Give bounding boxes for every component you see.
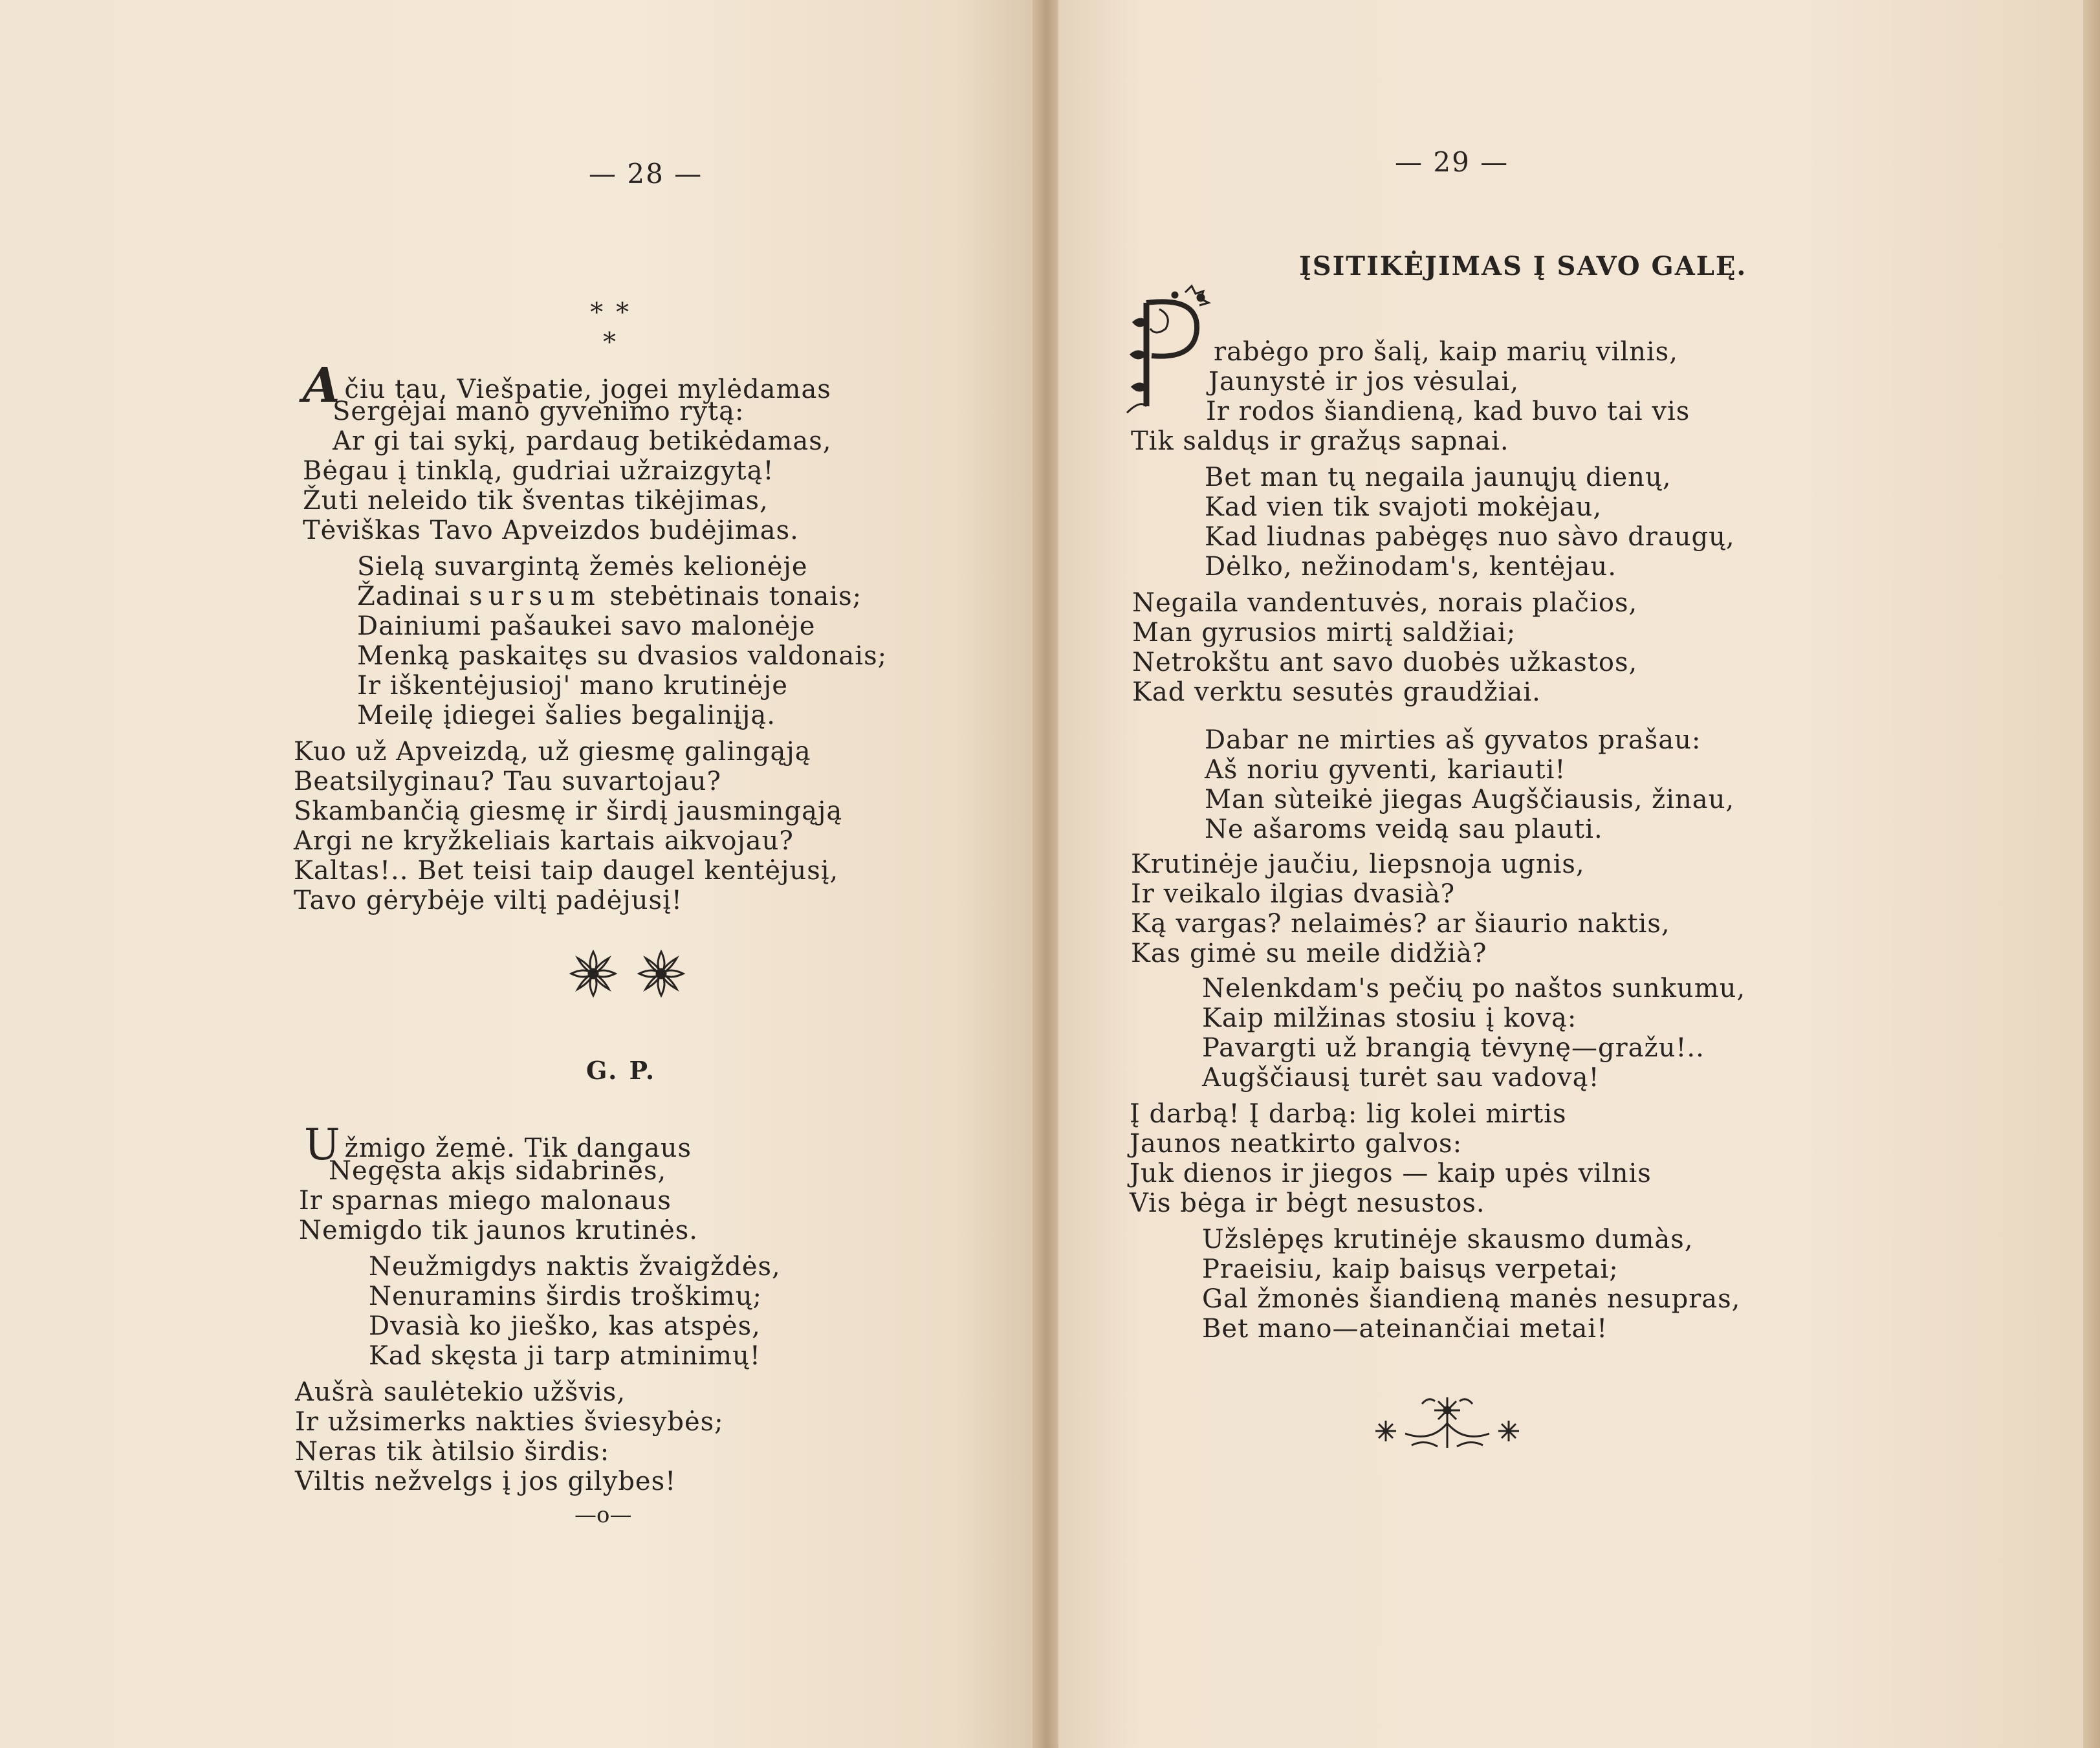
poem3-line-30: Praeisiu, kaip baisųs verpetai; — [1202, 1254, 1619, 1284]
poem2-line-8: Kad skęsta ji tarp atminimų! — [369, 1341, 761, 1371]
poem-title: ĮSITIKĖJIMAS Į SAVO GALĘ. — [1299, 251, 1747, 281]
poem1-line-10: Menką paskaitęs su dvasios valdonais; — [357, 641, 888, 671]
poem2-line-12: Viltis nežvelgs į jos gilybes! — [295, 1467, 677, 1496]
flower-ornament-icon — [564, 945, 694, 1003]
poem3-line-19: Ką vargas? nelaimės? ar šiaurio naktis, — [1131, 909, 1670, 939]
end-mark: —o— — [574, 1502, 632, 1528]
dropcap-u: U — [304, 1120, 341, 1170]
poem3-line-22: Kaip milžinas stosiu į kovą: — [1202, 1003, 1577, 1033]
poem3-line-16: Ne ašaroms veidą sau plauti. — [1205, 814, 1603, 844]
poem3-line-8: Dėlko, nežinodam's, kentėjau. — [1205, 552, 1617, 582]
poem2-line-3: Ir sparnas miego malonaus — [299, 1186, 672, 1216]
poem1-line-1: Ačiu tau, Viešpatie, jogei mylėdamas — [303, 358, 831, 413]
poem3-line-28: Vis bėga ir bėgt nesustos. — [1130, 1188, 1485, 1218]
poem2-line-5: Neužmigdys naktis žvaigždės, — [369, 1252, 781, 1282]
poem3-line-9: Negaila vandentuvės, norais plačios, — [1132, 588, 1638, 618]
poem3-line-3: Ir rodos šiandieną, kad buvo tai vis — [1206, 397, 1690, 426]
poem3-line-29: Užslėpęs krutinėje skausmo dumàs, — [1202, 1225, 1694, 1254]
poem2-line-1: Užmigo žemė. Tik dangaus — [304, 1120, 692, 1170]
poem2-line-2: Negęsta akįs sidabrinės, — [329, 1156, 667, 1186]
poem3-line-21: Nelenkdam's pečių po naštos sunkumu, — [1202, 974, 1746, 1003]
poem1-line-14: Beatsilyginau? Tau suvartojau? — [294, 767, 721, 796]
poem3-line-5: Bet man tų negaila jaunųjų dienų, — [1205, 463, 1672, 492]
left-page — [0, 0, 1042, 1748]
poem3-line-4: Tik saldųs ir gražųs sapnai. — [1131, 426, 1509, 456]
poem3-line-20: Kas gimė su meile didžià? — [1131, 939, 1487, 968]
asterism: ∗ ∗ ∗ — [587, 292, 631, 352]
poem1-line-18: Tavo gėrybėje viltį padėjusį! — [294, 886, 683, 915]
poem3-line-24: Augščiausį turėt sau vadovą! — [1202, 1063, 1600, 1093]
poem2-line-6: Nenuramins širdis troškimų; — [369, 1282, 762, 1311]
signature-gp: G. P. — [586, 1056, 657, 1085]
poem3-line-31: Gal žmonės šiandieną manės nesupras, — [1202, 1284, 1741, 1314]
dropcap-a: A — [303, 358, 341, 413]
poem1-line-5: Žuti neleido tik šventas tikėjimas, — [303, 486, 769, 516]
poem3-line-32: Bet mano—ateinančiai metai! — [1202, 1314, 1608, 1344]
poem3-line-6: Kad vien tik svajoti mokėjau, — [1205, 492, 1602, 522]
poem3-line-27: Juk dienos ir jiegos — kaip upės vilnis — [1130, 1159, 1652, 1188]
poem3-line-18: Ir veikalo ilgias dvasià? — [1131, 879, 1456, 909]
poem1-line-16: Argi ne kryžkeliais kartais aikvojau? — [294, 826, 794, 856]
poem3-line-1: rabėgo pro šalį, kaip marių vilnis, — [1214, 337, 1678, 367]
right-page — [1058, 0, 2100, 1748]
poem3-line-10: Man gyrusios mirtį saldžiai; — [1132, 618, 1516, 648]
poem3-line-25: Į darbą! Į darbą: lig kolei mirtis — [1130, 1099, 1567, 1129]
poem3-line-26: Jaunos neatkirto galvos: — [1130, 1129, 1463, 1159]
page-number-left: — 28 — — [589, 158, 703, 190]
book-gutter — [1033, 0, 1061, 1748]
poem2-line-7: Dvasià ko jieško, kas atspės, — [369, 1311, 761, 1341]
poem1-line-4: Bėgau į tinklą, gudriai užraizgytą! — [303, 456, 774, 486]
poem1-line-3: Ar gi tai sykį, pardaug betikėdamas, — [333, 426, 832, 456]
poem2-line-4: Nemigdo tik jaunos krutinės. — [299, 1216, 698, 1245]
poem3-line-17: Krutinėje jaučiu, liepsnoja ugnis, — [1131, 849, 1585, 879]
poem1-line-15: Skambančią giesmę ir širdį jausmingąją — [294, 796, 843, 826]
poem2-line-11: Neras tik àtilsio širdis: — [295, 1437, 610, 1467]
poem1-line-2: Sergėjai mano gyvenimo rytą: — [333, 397, 745, 426]
poem3-line-11: Netrokštu ant savo duobės užkastos, — [1132, 648, 1638, 677]
poem3-line-15: Man sùteikė jiegas Augščiausis, žinau, — [1205, 785, 1735, 814]
poem1-line-13: Kuo už Apveizdą, už giesmę galingąją — [294, 737, 811, 767]
poem3-line-23: Pavargti už brangią tėvynę—gražu!.. — [1202, 1033, 1705, 1063]
poem1-line-17: Kaltas!.. Bet teisi taip daugel kentėjusį, — [294, 856, 839, 886]
floral-tailpiece-icon — [1360, 1391, 1535, 1456]
poem3-line-14: Aš noriu gyventi, kariauti! — [1205, 755, 1566, 785]
poem1-line-11: Ir iškentėjusioj' mano krutinėje — [357, 671, 788, 701]
illuminated-initial-p-icon — [1121, 283, 1218, 419]
sursum-word: sursum — [469, 582, 601, 611]
poem2-line-10: Ir užsimerks nakties šviesybės; — [295, 1407, 724, 1437]
poem3-line-7: Kad liudnas pabėgęs nuo sàvo draugų, — [1205, 522, 1735, 552]
poem2-line-9: Aušrà saulėtekio užšvis, — [295, 1377, 626, 1407]
poem1-line-6: Tėviškas Tavo Apveizdos budėjimas. — [303, 516, 799, 545]
page-number-right: — 29 — — [1395, 146, 1509, 178]
poem1-line-8: Žadinai sursum stebėtinais tonais; — [357, 582, 862, 611]
poem1-line-7: Sielą suvargintą žemės kelionėje — [357, 552, 808, 582]
poem1-line-12: Meilę įdiegei šalies begalinįją. — [357, 701, 776, 730]
poem1-line-9: Dainiumi pašaukei savo malonėje — [357, 611, 816, 641]
page-edge — [2083, 0, 2100, 1748]
poem3-line-13: Dabar ne mirties aš gyvatos prašau: — [1205, 725, 1701, 755]
poem3-line-2: Jaunystė ir jos vėsulai, — [1209, 367, 1520, 397]
poem3-line-12: Kad verktu sesutės graudžiai. — [1132, 677, 1541, 707]
